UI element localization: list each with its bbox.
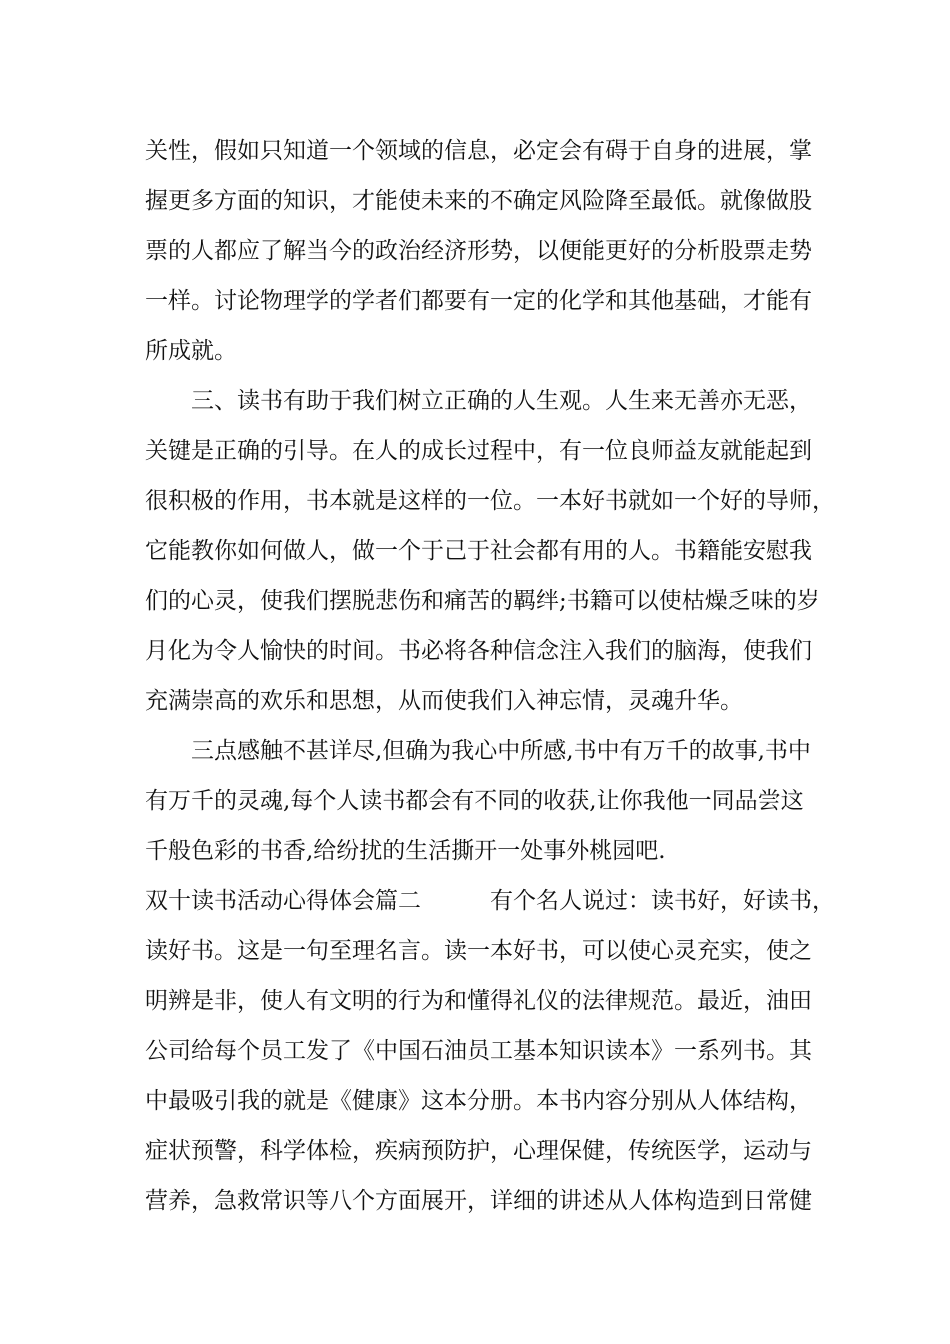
text-line: 充满崇高的欢乐和思想，从而使我们入神忘情，灵魂升华。 [145,688,743,714]
text-line: 公司给每个员工发了《中国石油员工基本知识读本》一系列书。其 [145,1038,812,1064]
text-line: 票的人都应了解当今的政治经济形势，以便能更好的分析股票走势 [145,238,812,264]
paragraph-start-line: 三、读书有助于我们树立正确的人生观。人生来无善亦无恶， [191,388,812,414]
text-line: 一样。讨论物理学的学者们都要有一定的化学和其他基础，才能有 [145,288,812,314]
text-line: 握更多方面的知识，才能使未来的不确定风险降至最低。就像做股 [145,188,812,214]
text-line: 千般色彩的书香,给纷扰的生活撕开一处事外桃园吧. [145,838,666,864]
text-line: 很积极的作用，书本就是这样的一位。一本好书就如一个好的导师， [145,488,835,514]
text-line: 它能教你如何做人，做一个于己于社会都有用的人。书籍能安慰我 [145,538,812,564]
text-line: 中最吸引我的就是《健康》这本分册。本书内容分别从人体结构， [145,1088,812,1114]
text-line: 关性，假如只知道一个领域的信息，必定会有碍于自身的进展，掌 [145,138,812,164]
text-line: 月化为令人愉快的时间。书必将各种信念注入我们的脑海，使我们 [145,638,812,664]
text-line: 症状预警，科学体检，疾病预防护，心理保健，传统医学，运动与 [145,1138,812,1164]
section-heading-line: 双十读书活动心得体会篇二 有个名人说过：读书好，好读书， [145,888,835,914]
text-line: 读好书。这是一句至理名言。读一本好书，可以使心灵充实，使之 [145,938,812,964]
text-line: 明辨是非，使人有文明的行为和懂得礼仪的法律规范。最近，油田 [145,988,812,1014]
paragraph-start-line: 三点感触不甚详尽,但确为我心中所感,书中有万千的故事,书中 [191,738,811,764]
text-line: 们的心灵，使我们摆脱悲伤和痛苦的羁绊;书籍可以使枯燥乏味的岁 [145,588,820,614]
text-line: 有万千的灵魂,每个人读书都会有不同的收获,让你我他一同品尝这 [145,788,804,814]
text-line: 营养，急救常识等八个方面展开，详细的讲述从人体构造到日常健 [145,1188,812,1214]
text-line: 关键是正确的引导。在人的成长过程中，有一位良师益友就能起到 [145,438,812,464]
text-line: 所成就。 [145,338,237,364]
